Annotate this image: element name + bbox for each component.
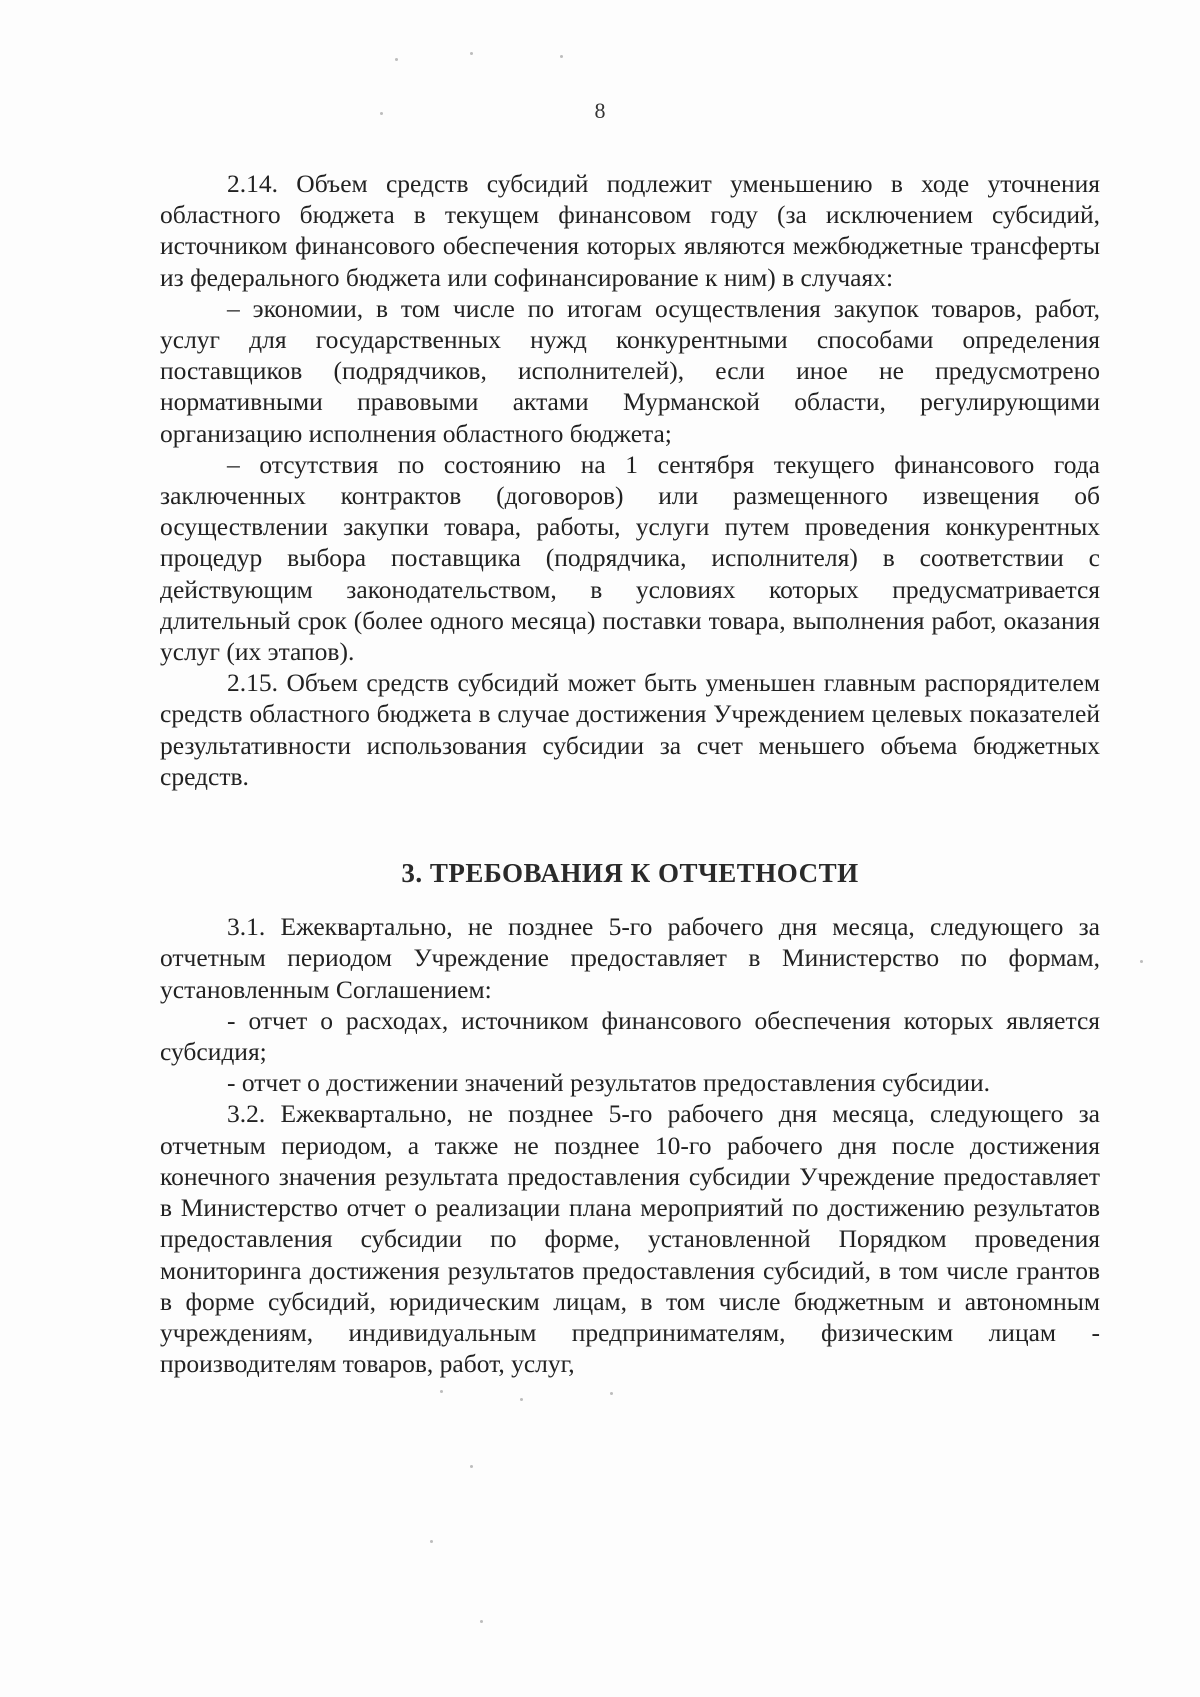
scan-speck: [470, 52, 473, 55]
scan-speck: [440, 1390, 443, 1393]
section-heading-text: 3. ТРЕБОВАНИЯ К ОТЧЕТНОСТИ: [401, 858, 859, 889]
scan-speck: [1140, 960, 1143, 963]
page-number: 8: [594, 98, 606, 123]
list-item-expense-report: - отчет о расходах, источником финансового обеспечения которых является субсидия;: [160, 1005, 1100, 1067]
list-item-results-report: - отчет о достижении значений результатов предоставления субсидии.: [227, 1068, 991, 1098]
paragraph-absence-item: – отсутствия по состоянию на 1 сентября текущего финансового года заключенных контрактов (договоров) или размещенного извещения об осуществлении закупки товара, работы, услуги путем проведения конкурентных процедур выбора поставщика (подрядчика, исполнителя) в соответствии с действующим законодательством, в условиях которых предусматривается длительный срок (более одного месяца) поставки товара, выполнения работ, оказания услуг (их этапов).: [160, 449, 1100, 667]
scan-speck: [380, 112, 383, 115]
paragraph-economy-item: – экономии, в том числе по итогам осуществления закупок товаров, работ, услуг для государственных нужд конкурентными способами определения поставщиков (подрядчиков, исполнителей), если иное не предусмотрено нормативными правовыми актами Мурманской области, регулирующими организацию исполнения областного бюджета;: [160, 293, 1100, 448]
paragraph-2-15: 2.15. Объем средств субсидий может быть уменьшен главным распорядителем средств областного бюджета в случае достижения Учреждением целевых показателей результативности использования субсидии за счет меньшего объема бюджетных средств.: [160, 668, 1100, 791]
section-heading-reporting: [160, 858, 1100, 889]
paragraph-2-14: 2.14. Объем средств субсидий подлежит уменьшению в ходе уточнения областного бюджета в текущем финансовом году (за исключением субсидий, источником финансового обеспечения которых являются межбюджетные трансферты из федерального бюджета или софинансирование к ним) в случаях:: [160, 169, 1100, 292]
scan-speck: [430, 1540, 433, 1543]
paragraph-3-2: 3.2. Ежеквартально, не позднее 5-го рабочего дня месяца, следующего за отчетным периодом, а также не позднее 10-го рабочего дня после достижения конечного значения результата предоставления субсидии Учреждение предоставляет в Министерство отчет о реализации плана мероприятий по достижению результатов предоставления субсидии по форме, установленной Порядком проведения мониторинга достижения результатов предоставления субсидий, в том числе грантов в форме субсидий, юридическим лицам, в том числе бюджетным и автономным учреждениям, индивидуальным предпринимателям, физическим лицам - производителям товаров, работ, услуг,: [160, 1099, 1100, 1379]
document-body: [160, 168, 1100, 1379]
scan-speck: [610, 1392, 613, 1395]
scan-speck: [395, 58, 398, 61]
scan-speck: [520, 1398, 523, 1401]
scan-speck: [480, 1620, 483, 1623]
scan-speck: [470, 1465, 473, 1468]
paragraph-3-1: 3.1. Ежеквартально, не позднее 5-го рабочего дня месяца, следующего за отчетным периодом Учреждение предоставляет в Министерство по формам, установленным Соглашением:: [160, 912, 1100, 1004]
scan-speck: [560, 55, 563, 58]
